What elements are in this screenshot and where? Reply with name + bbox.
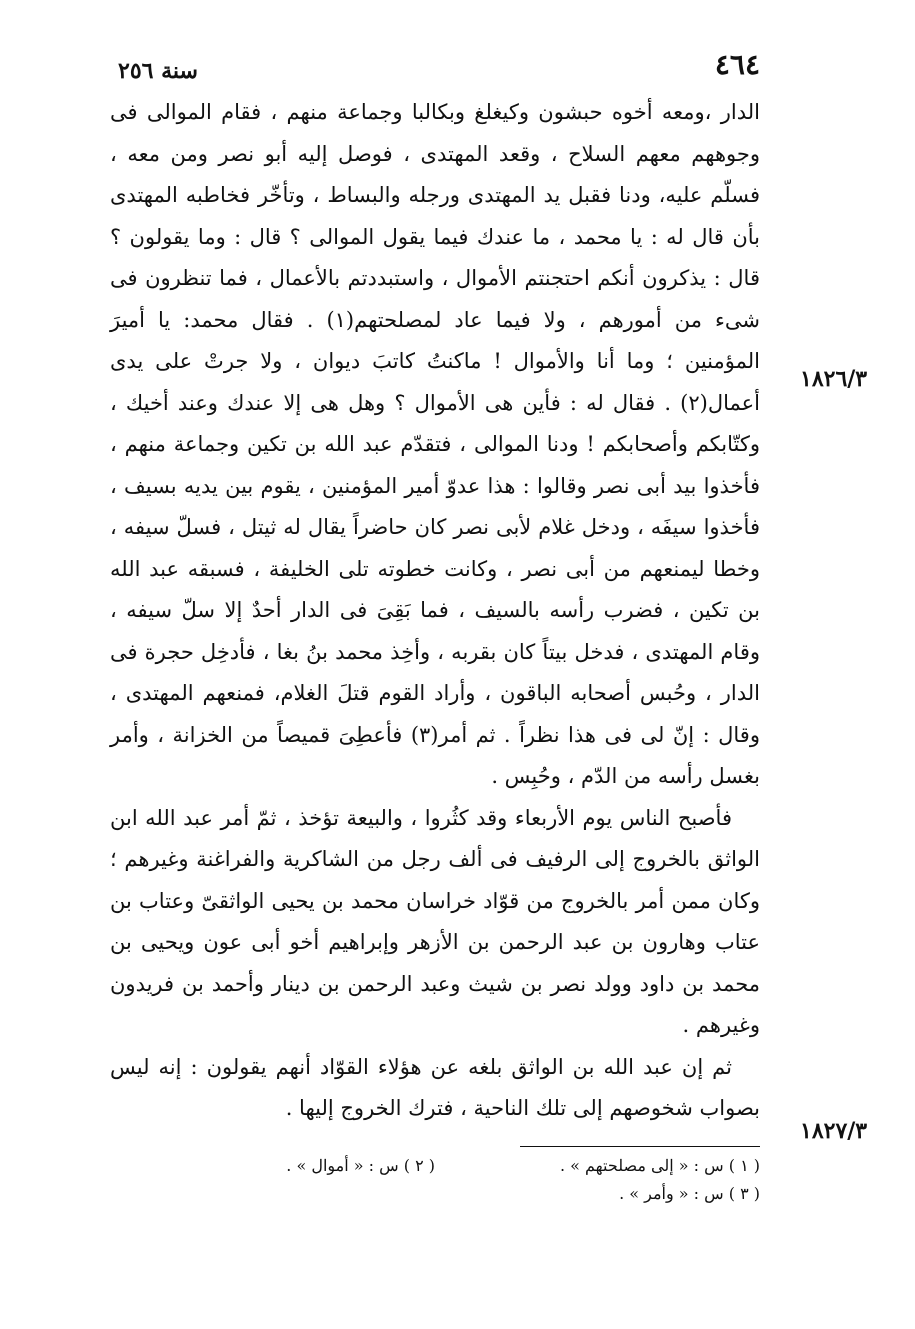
footnote: ( ٣ ) س : « وأمر » . bbox=[619, 1184, 760, 1203]
paragraph: الدار ،ومعه أخوه حبشون وكيغلغ وبكالبا وجماعة منهم ، فقام الموالى فى وجوههم معهم السلاح ، وقعد المهتدى ، فوصل إليه أبو نصر ومن معه ، فسلّم عليه، ودنا فقبل يد المهتدى ورجله والبساط ، وتأخّر فخاطبه المهتدى بأن قال له : يا محمد ، ما عندك فيما يقول الموالى ؟ قال : وما يقولون ؟ قال : يذكرون أنكم احتجنتم الأموال ، واستبددتم بالأعمال ، فما تنظرون فى شىء من أمورهم ، ولا فيما عاد لمصلحتهم(١) . فقال محمد: يا أميرَ المؤمنين ؛ وما أنا والأموال ! ماكنتُ كاتبَ ديوان ، ولا جرتْ على يدى أعمال(٢) . فقال له : فأين هى الأموال ؟ وهل هى إلا عندك وعند أخيك ، وكتّابكم وأصحابكم ! ودنا الموالى ، فتقدّم عبد الله بن تكين وجماعة منهم ، فأخذوا بيد أبى نصر وقالوا : هذا عدوّ أمير المؤمنين ، يقوم بين يديه بسيف ، فأخذوا سيفَه ، ودخل غلام لأبى نصر كان حاضراً يقال له ثيتل ، فسلّ سيفه ، وخطا ليمنعهم من أبى نصر ، وكانت خطوته تلى الخليفة ، فسبقه عبد الله بن تكين ، فضرب رأسه بالسيف ، فما بَقِىَ فى الدار أحدٌ إلا سلّ سيفه ، وقام المهتدى ، فدخل بيتاً كان بقربه ، وأخِذ محمد بنُ بغا ، فأدخِل حجرة فى الدار ، وحُبس أصحابه الباقون ، وأراد القوم قتلَ الغلام، فمنعهم المهتدى ، وقال : إنّ لى فى هذا نظراً . ثم أمر(٣) فأعطِىَ قميصاً من الخزانة ، وأمر بغسل رأسه من الدّم ، وحُبِس . bbox=[110, 100, 761, 788]
footnotes bbox=[110, 1152, 760, 1208]
footnote-divider bbox=[520, 1146, 760, 1147]
margin-reference: ١٨٢٦/٣ bbox=[800, 366, 868, 392]
page-header bbox=[110, 48, 760, 88]
paragraph: فأصبح الناس يوم الأربعاء وقد كثُروا ، والبيعة تؤخذ ، ثمّ أمر عبد الله ابن الواثق بالخروج إلى الرفيف فى ألف رجل من الشاكرية والفراغنة وغيرهم ؛ وكان ممن أمر بالخروج من قوّاد خراسان محمد بن يحيى الواثقىّ وعتاب بن عتاب وهارون بن عبد الرحمن بن الأزهر وإبراهيم أخو أبى عون ويحيى بن محمد بن داود وولد نصر بن شيث وعبد الرحمن بن دينار وأحمد بن فريدون وغيرهم . bbox=[110, 805, 760, 1037]
main-text bbox=[110, 92, 760, 1130]
footnote: ( ٢ ) س : « أموال » . bbox=[286, 1156, 435, 1175]
margin-reference: ١٨٢٧/٣ bbox=[800, 1118, 868, 1144]
year-label: سنة ٢٥٦ bbox=[118, 58, 198, 84]
footnote: ( ١ ) س : « إلى مصلحتهم » . bbox=[559, 1156, 760, 1175]
paragraph: ثم إن عبد الله بن الواثق بلغه عن هؤلاء القوّاد أنهم يقولون : إنه ليس بصواب شخوصهم إلى تلك الناحية ، فترك الخروج إليها . bbox=[110, 1054, 760, 1120]
page-number: ٤٦٤ bbox=[714, 48, 760, 81]
